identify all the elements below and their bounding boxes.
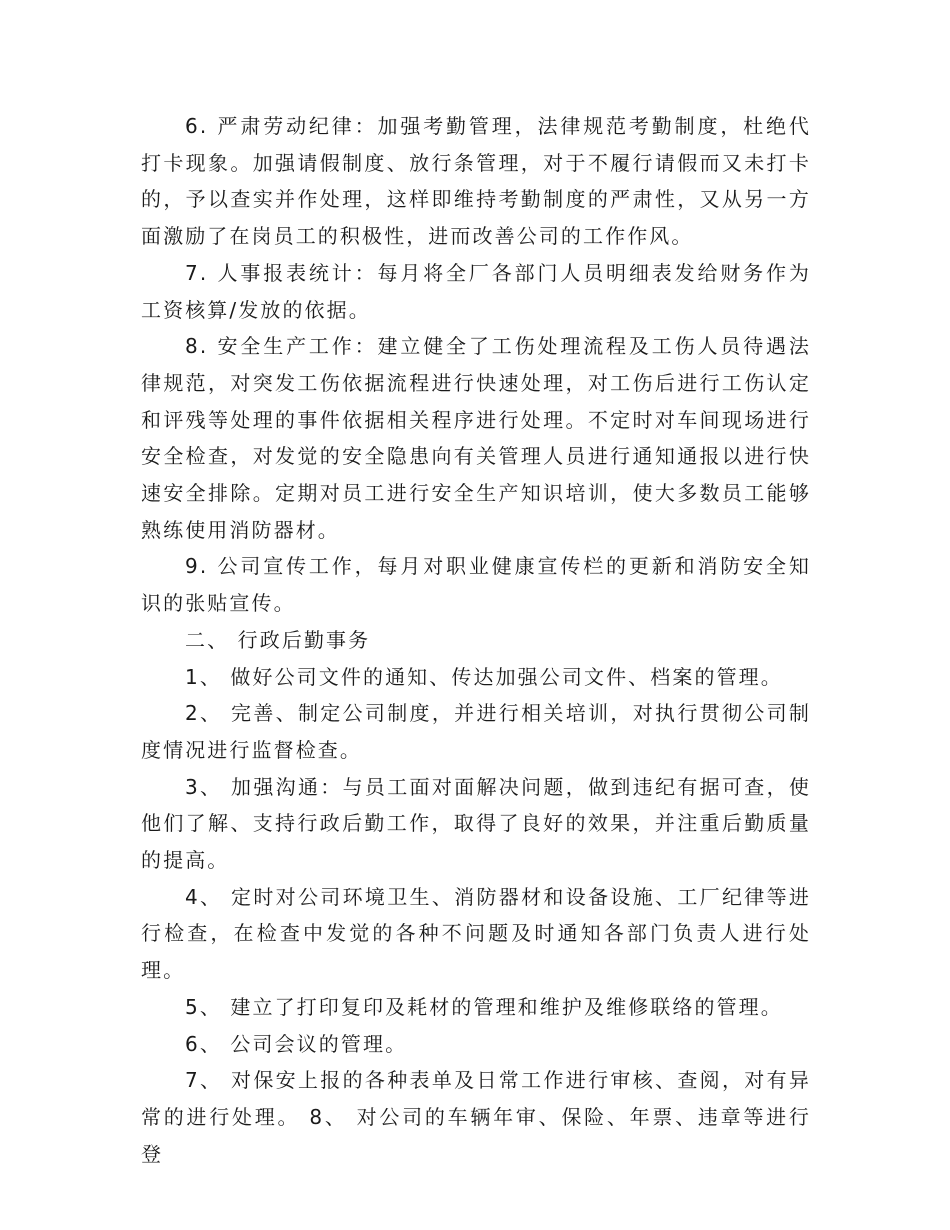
paragraph-publicity: 9. 公司宣传工作，每月对职业健康宣传栏的更新和消防安全知识的张贴宣传。	[141, 554, 811, 616]
paragraph-labor-discipline: 6. 严肃劳动纪律：加强考勤管理，法律规范考勤制度，杜绝代打卡现象。加强请假制度、放行条管理，对于不履行请假而又未打卡的，予以查实并作处理，这样即维持考勤制度的严肃性，又从另一方面激励了在岗员工的积极性，进而改善公司的工作作风。	[141, 114, 811, 249]
paragraph-security-review: 7、 对保安上报的各种表单及日常工作进行审核、查阅，对有异常的进行处理。 8、 对公司的车辆年审、保险、年票、违章等进行登	[141, 1068, 811, 1166]
paragraph-printing-management: 5、 建立了打印复印及耗材的管理和维护及维修联络的管理。	[185, 994, 783, 1019]
paragraph-hr-reports: 7. 人事报表统计：每月将全厂各部门人员明细表发给财务作为工资核算/发放的依据。	[141, 260, 811, 322]
paragraph-inspection: 4、 定时对公司环境卫生、消防器材和设备设施、工厂纪律等进行检查，在检查中发觉的各种不问题及时通知各部门负责人进行处理。	[141, 884, 811, 983]
paragraph-company-rules: 2、 完善、制定公司制度，并进行相关培训，对执行贯彻公司制度情况进行监督检查。	[141, 701, 811, 762]
paragraph-safety-production: 8. 安全生产工作：建立健全了工伤处理流程及工伤人员待遇法律规范，对突发工伤依据流程进行快速处理，对工伤后进行工伤认定和评残等处理的事件依据相关程序进行处理。不定时对车间现场进行安全检查，对发觉的安全隐患向有关管理人员进行通知通报以进行快速安全排除。定期对员工进行安全生产知识培训，使大多数员工能够熟练使用消防器材。	[141, 334, 811, 542]
document-body	[141, 108, 811, 1172]
section-heading-admin-logistics: 二、 行政后勤事务	[185, 627, 371, 652]
paragraph-document-management: 1、 做好公司文件的通知、传达加强公司文件、档案的管理。	[185, 664, 783, 689]
paragraph-communication: 3、 加强沟通：与员工面对面解决问题，做到违纪有据可查，使他们了解、支持行政后勤工作，取得了良好的效果，并注重后勤质量的提高。	[141, 774, 811, 873]
paragraph-meeting-management: 6、 公司会议的管理。	[185, 1031, 408, 1056]
